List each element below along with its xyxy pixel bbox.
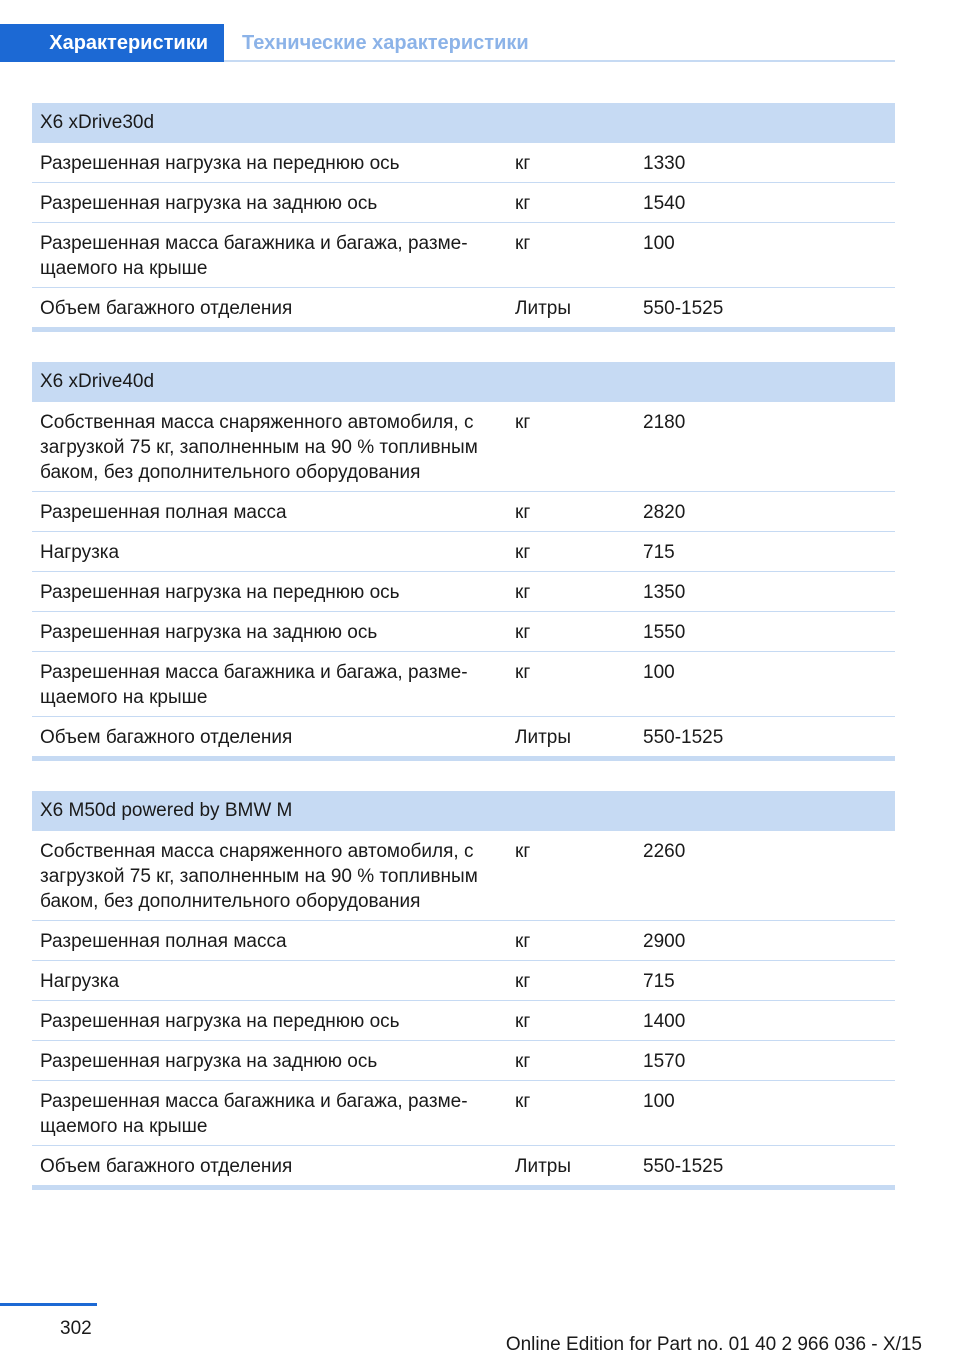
table-row — [32, 183, 895, 223]
spec-table — [32, 103, 895, 332]
table-title: X6 xDrive40d — [32, 362, 895, 402]
spec-unit: кг — [507, 183, 635, 223]
spec-value: 1400 — [635, 1001, 895, 1041]
spec-unit: кг — [507, 572, 635, 612]
subsection-title[interactable]: Технические характеристики — [242, 32, 529, 54]
table-row — [32, 143, 895, 183]
spec-value: 550-1525 — [635, 288, 895, 330]
spec-value: 715 — [635, 532, 895, 572]
spec-unit: кг — [507, 612, 635, 652]
table-row — [32, 612, 895, 652]
spec-value: 1330 — [635, 143, 895, 183]
spec-unit: кг — [507, 402, 635, 492]
spec-value: 100 — [635, 652, 895, 717]
spec-label: Объем багажного отделения — [32, 1146, 507, 1188]
section-tab[interactable]: Характеристики — [0, 24, 224, 62]
spec-value: 1570 — [635, 1041, 895, 1081]
table-row — [32, 961, 895, 1001]
table-row — [32, 652, 895, 717]
spec-unit: Литры — [507, 717, 635, 759]
spec-value: 100 — [635, 223, 895, 288]
page-header — [0, 24, 895, 62]
spec-label: Разрешенная нагрузка на заднюю ось — [32, 183, 507, 223]
spec-unit: кг — [507, 921, 635, 961]
spec-unit: кг — [507, 1081, 635, 1146]
edition-note: Online Edition for Part no. 01 40 2 966 036 - X/15 — [505, 1334, 922, 1355]
table-title: X6 M50d powered by BMW M — [32, 791, 895, 831]
spec-label: Объем багажного отделения — [32, 288, 507, 330]
spec-label: Разрешенная масса багажника и багажа, разме- щаемого на крыше — [32, 652, 507, 717]
table-row — [32, 223, 895, 288]
spec-unit: кг — [507, 831, 635, 921]
spec-label: Объем багажного отделения — [32, 717, 507, 759]
spec-unit: кг — [507, 143, 635, 183]
table-row — [32, 1001, 895, 1041]
page-number: 302 — [60, 1318, 92, 1339]
spec-unit: Литры — [507, 288, 635, 330]
table-row — [32, 1146, 895, 1188]
spec-label: Собственная масса снаряженного автомобиля, с загрузкой 75 кг, заполненным на 90 % топливным баком, без дополнительного оборудования — [32, 831, 507, 921]
spec-label: Разрешенная нагрузка на переднюю ось — [32, 1001, 507, 1041]
spec-unit: кг — [507, 961, 635, 1001]
spec-table — [32, 791, 895, 1190]
spec-label: Разрешенная нагрузка на переднюю ось — [32, 143, 507, 183]
table-row — [32, 402, 895, 492]
spec-value: 100 — [635, 1081, 895, 1146]
spec-value: 2820 — [635, 492, 895, 532]
spec-value: 550-1525 — [635, 1146, 895, 1188]
spec-label: Разрешенная масса багажника и багажа, разме- щаемого на крыше — [32, 223, 507, 288]
table-row — [32, 532, 895, 572]
spec-unit: кг — [507, 223, 635, 288]
spec-label: Разрешенная нагрузка на заднюю ось — [32, 612, 507, 652]
table-row — [32, 492, 895, 532]
spec-label: Нагрузка — [32, 532, 507, 572]
spec-unit: Литры — [507, 1146, 635, 1188]
spec-label: Разрешенная нагрузка на заднюю ось — [32, 1041, 507, 1081]
spec-label: Разрешенная нагрузка на переднюю ось — [32, 572, 507, 612]
spec-value: 2900 — [635, 921, 895, 961]
spec-unit: кг — [507, 1001, 635, 1041]
table-row — [32, 831, 895, 921]
spec-unit: кг — [507, 652, 635, 717]
table-row — [32, 1041, 895, 1081]
table-row — [32, 1081, 895, 1146]
spec-label: Разрешенная полная масса — [32, 492, 507, 532]
spec-unit: кг — [507, 1041, 635, 1081]
table-title: X6 xDrive30d — [32, 103, 895, 143]
table-row — [32, 288, 895, 330]
spec-value: 1540 — [635, 183, 895, 223]
spec-table — [32, 362, 895, 761]
footer-rule — [0, 1303, 97, 1306]
spec-unit: кг — [507, 492, 635, 532]
spec-label: Собственная масса снаряженного автомобиля, с загрузкой 75 кг, заполненным на 90 % топливным баком, без дополнительного оборудования — [32, 402, 507, 492]
spec-label: Разрешенная полная масса — [32, 921, 507, 961]
spec-label: Нагрузка — [32, 961, 507, 1001]
spec-label: Разрешенная масса багажника и багажа, разме- щаемого на крыше — [32, 1081, 507, 1146]
spec-value: 715 — [635, 961, 895, 1001]
table-row — [32, 717, 895, 759]
table-row — [32, 572, 895, 612]
spec-unit: кг — [507, 532, 635, 572]
spec-value: 2180 — [635, 402, 895, 492]
spec-value: 550-1525 — [635, 717, 895, 759]
table-row — [32, 921, 895, 961]
header-rule — [224, 60, 895, 62]
spec-value: 1350 — [635, 572, 895, 612]
spec-value: 1550 — [635, 612, 895, 652]
spec-value: 2260 — [635, 831, 895, 921]
